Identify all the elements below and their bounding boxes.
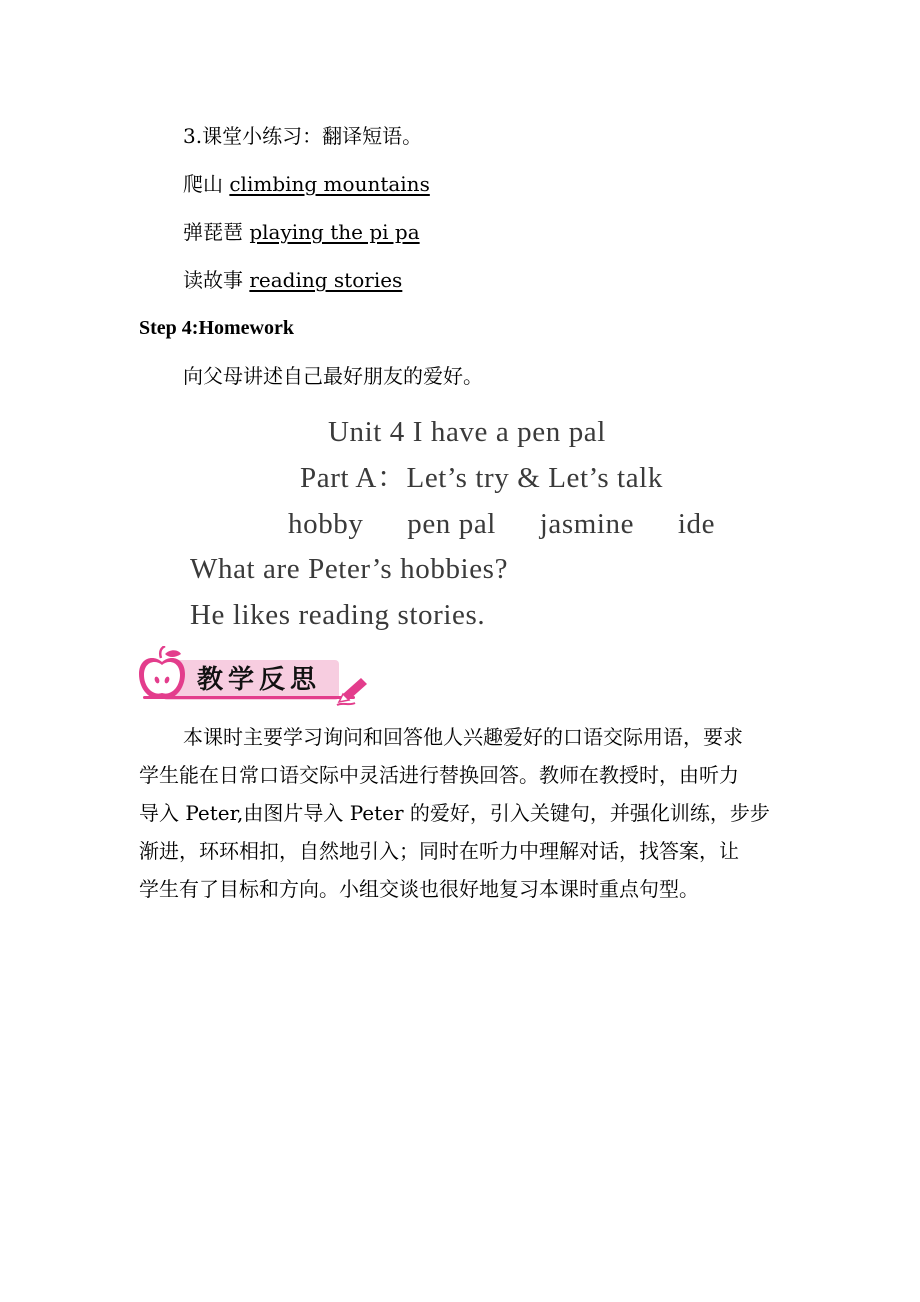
board-question: What are Peter’s hobbies? bbox=[190, 553, 509, 585]
exercise-title: 3.课堂小练习：翻译短语。 bbox=[183, 124, 423, 148]
pen-icon bbox=[335, 676, 369, 706]
reflection-line: 学生有了目标和方向。小组交谈也很好地复习本课时重点句型。 bbox=[139, 877, 699, 901]
homework-heading: Step 4:Homework bbox=[139, 317, 294, 339]
board-word: hobby bbox=[288, 508, 364, 540]
exercise-item bbox=[183, 170, 430, 198]
exercise-item-chinese: 读故事 bbox=[183, 268, 243, 292]
exercise-item-answer: playing the pi pa bbox=[249, 220, 420, 244]
exercise-item-chinese: 爬山 bbox=[183, 172, 223, 196]
reflection-paragraph bbox=[139, 718, 784, 908]
reflection-line: 学生能在日常口语交际中灵活进行替换回答。教师在教授时，由听力 bbox=[139, 763, 739, 787]
reflection-title: 教学反思 bbox=[197, 665, 322, 695]
exercise-item-answer: reading stories bbox=[249, 268, 403, 292]
exercise-item bbox=[183, 266, 402, 294]
reflection-line: 导入 Peter,由图片导入 Peter 的爱好，引入关键句，并强化训练，步步 bbox=[139, 801, 770, 825]
exercise-item-chinese: 弹琵琶 bbox=[183, 220, 243, 244]
exercise-item-answer: climbing mountains bbox=[229, 172, 430, 196]
board-word: pen pal bbox=[407, 508, 496, 540]
reflection-banner bbox=[137, 646, 369, 708]
board-word: jasmine bbox=[539, 508, 635, 540]
exercise-item bbox=[183, 218, 420, 246]
board-key-words bbox=[288, 506, 715, 542]
reflection-line: 渐进，环环相扣，自然地引入；同时在听力中理解对话，找答案，让 bbox=[139, 839, 739, 863]
board-part-title: Part A：Let’s try & Let’s talk bbox=[300, 462, 663, 494]
apple-icon bbox=[137, 646, 187, 704]
board-answer: He likes reading stories. bbox=[190, 599, 486, 631]
board-unit-title: Unit 4 I have a pen pal bbox=[328, 416, 606, 448]
board-word: ide bbox=[677, 508, 716, 540]
reflection-line: 本课时主要学习询问和回答他人兴趣爱好的口语交际用语，要求 bbox=[183, 725, 743, 749]
homework-text: 向父母讲述自己最好朋友的爱好。 bbox=[183, 364, 483, 388]
